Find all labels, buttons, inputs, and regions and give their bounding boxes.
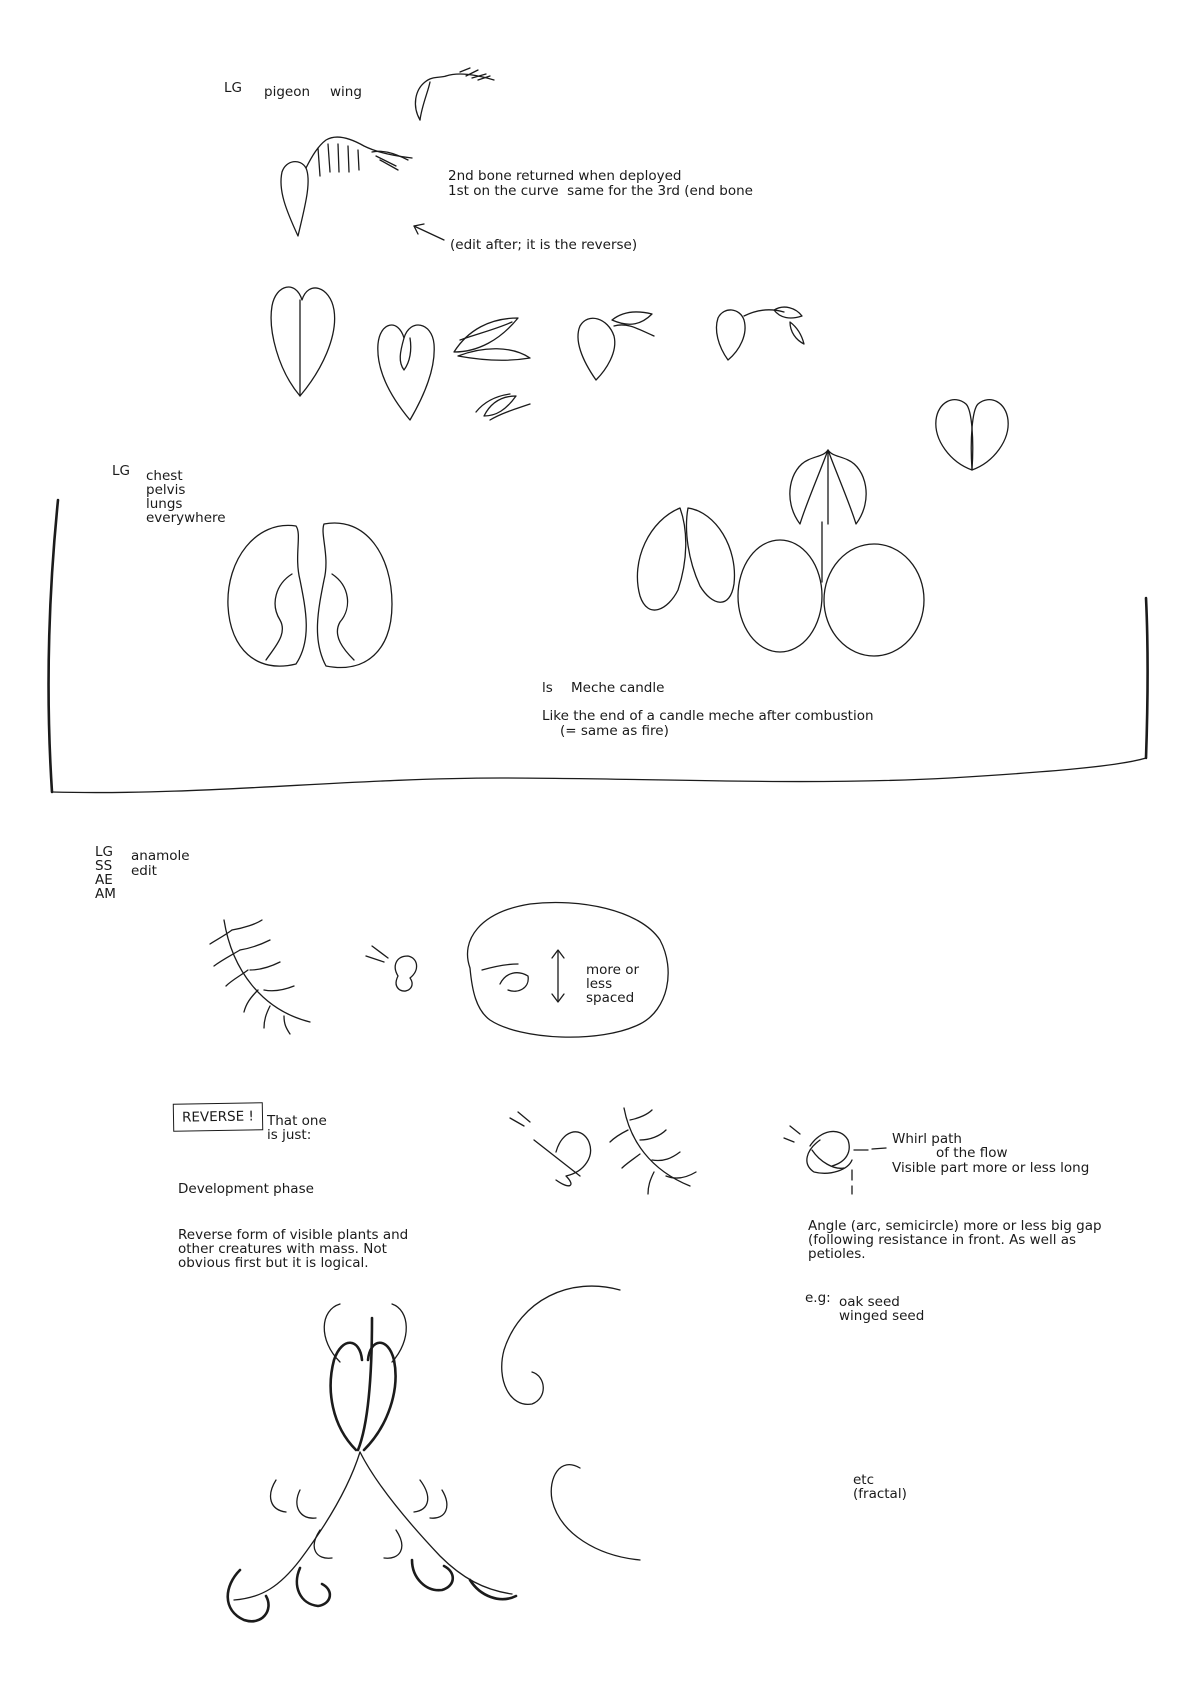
angle-line-2: (following resistance in front. As well as: [808, 1232, 1077, 1248]
etc-line-1: etc: [853, 1472, 875, 1488]
angle-line-3: petioles.: [808, 1246, 866, 1262]
label-lg-2: LG: [112, 463, 130, 479]
spacing-line-2: less: [586, 976, 613, 992]
that-one-note: [267, 1114, 327, 1142]
code-list: [95, 845, 116, 901]
reverse-seed-sketch: [510, 1108, 696, 1194]
whirl-path-line-1: Whirl path: [892, 1131, 962, 1147]
bones-note-line-2: 1st on the curve same for the 3rd (end bone: [448, 183, 753, 199]
reverse-form-line-2: other creatures with mass. Not: [178, 1241, 387, 1257]
spacing-line-3: spaced: [586, 990, 635, 1006]
pigeon-wing-sketch: [281, 137, 412, 236]
spacing-line-1: more or: [586, 962, 640, 978]
leaf-heart-sketches: [271, 287, 804, 420]
body-parts-list: [146, 469, 226, 525]
bones-note-line-1: 2nd bone returned when deployed: [448, 168, 682, 184]
arrow-icon: [414, 224, 444, 240]
angle-note: [808, 1219, 1102, 1261]
reverse-form-line-1: Reverse form of visible plants and: [178, 1227, 409, 1243]
etc-note: [853, 1473, 907, 1501]
that-one-line-1: That one: [267, 1113, 327, 1129]
label-ls: ls: [542, 680, 553, 696]
examples-list: [839, 1295, 924, 1323]
label-eg: e.g:: [805, 1290, 831, 1306]
label-anamole: anamole: [131, 848, 190, 864]
reverse-form-note: [178, 1228, 408, 1270]
example-oak-seed: oak seed: [839, 1294, 900, 1310]
anamole-plant-sketch: [210, 920, 310, 1034]
code-ss: SS: [95, 858, 113, 874]
body-part-lungs: lungs: [146, 496, 183, 512]
reverse-box: REVERSE !: [173, 1102, 263, 1132]
small-wing-sketch: [415, 68, 494, 120]
whirl-seed-sketch: [784, 1126, 886, 1194]
code-am: AM: [95, 886, 116, 902]
small-seed-sketch: [366, 946, 417, 991]
label-meche-candle: Meche candle: [571, 680, 665, 696]
spacing-note: [586, 963, 639, 1005]
candle-note-line-1: Like the end of a candle meche after combustion: [542, 708, 874, 724]
code-ae: AE: [95, 872, 113, 888]
whirl-path-line-3: Visible part more or less long: [892, 1160, 1090, 1176]
body-part-everywhere: everywhere: [146, 510, 226, 526]
body-part-pelvis: pelvis: [146, 482, 186, 498]
that-one-line-2: is just:: [267, 1127, 312, 1143]
label-edit: edit: [131, 863, 157, 879]
lungs-sketch: [228, 523, 392, 668]
code-lg: LG: [95, 844, 113, 860]
label-lg-1: LG: [224, 80, 242, 96]
etc-line-2: (fractal): [853, 1486, 907, 1502]
reverse-form-line-3: obvious first but it is logical.: [178, 1255, 369, 1271]
label-wing: wing: [330, 84, 362, 100]
whirl-path-line-2: of the flow: [936, 1145, 1008, 1161]
double-leaf-sketch: [936, 400, 1008, 470]
development-phase: Development phase: [178, 1181, 314, 1197]
fractal-plant-sketch: [228, 1304, 516, 1621]
body-part-chest: chest: [146, 468, 183, 484]
candle-note-line-2: (= same as fire): [560, 723, 669, 739]
section-frame: [49, 500, 1148, 793]
example-winged-seed: winged seed: [839, 1308, 925, 1324]
large-curl-sketch: [502, 1286, 640, 1560]
candle-meche-sketch: [637, 450, 924, 656]
label-pigeon: pigeon: [264, 84, 311, 100]
angle-line-1: Angle (arc, semicircle) more or less big gap: [808, 1218, 1102, 1234]
edit-after-note: (edit after; it is the reverse): [450, 237, 638, 253]
